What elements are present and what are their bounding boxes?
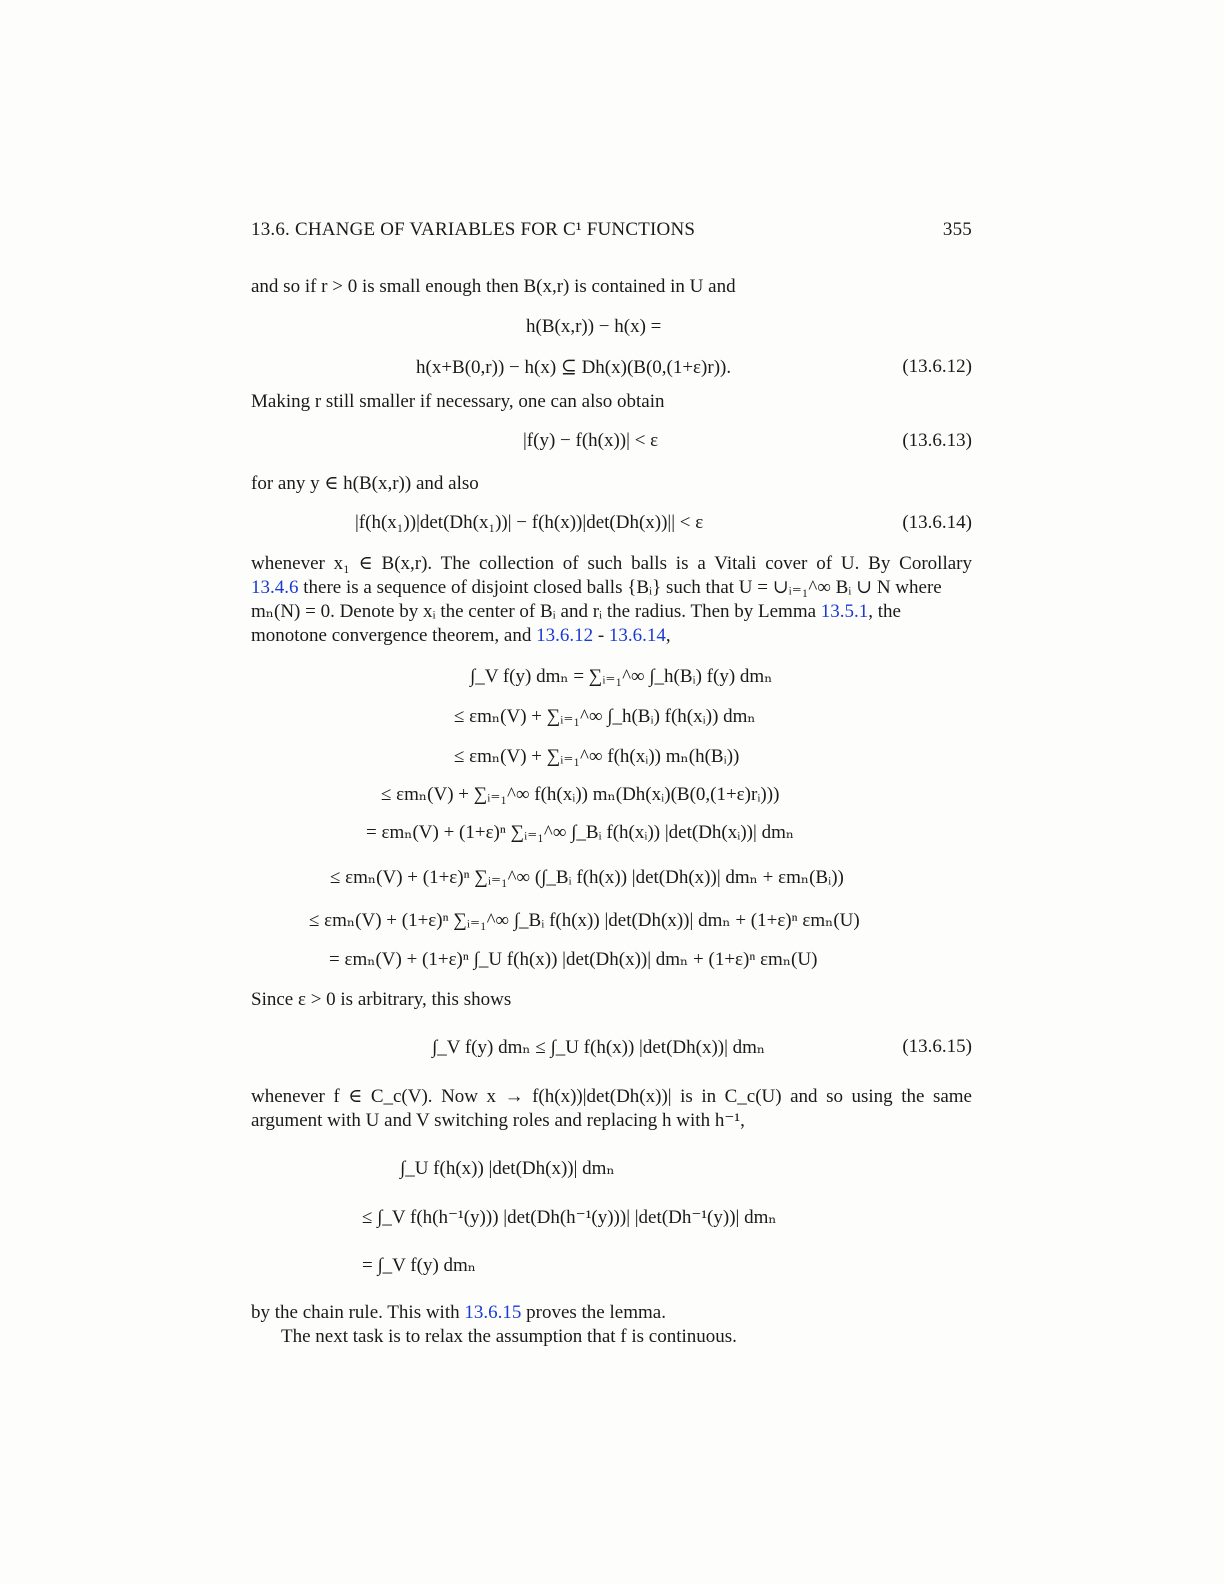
equation-number-13-6-12: (13.6.12) — [902, 356, 972, 377]
chain-line-3: ≤ εmₙ(V) + ∑ᵢ₌₁^∞ f(h(xᵢ)) mₙ(h(Bᵢ)) — [454, 746, 740, 767]
paragraph-6-line-1: whenever f ∈ C_c(V). Now x → f(h(x))|det(Dh(x))| is in C_c(U) and so using the same — [251, 1086, 972, 1107]
paragraph-1: and so if r > 0 is small enough then B(x,r) is contained in U and — [251, 276, 736, 297]
paragraph-3: for any y ∈ h(B(x,r)) and also — [251, 473, 479, 494]
chain-line-2: ≤ εmₙ(V) + ∑ᵢ₌₁^∞ ∫_h(Bᵢ) f(h(xᵢ)) dmₙ — [454, 706, 756, 727]
equation-link-13-6-15[interactable]: 13.6.15 — [464, 1302, 522, 1323]
equation-number-13-6-13: (13.6.13) — [902, 430, 972, 451]
paragraph-2: Making r still smaller if necessary, one can also obtain — [251, 391, 665, 412]
equation-13-6-14: |f(h(x₁))|det(Dh(x₁))| − f(h(x))|det(Dh(x))|| < ε — [355, 512, 704, 533]
corollary-link[interactable]: 13.4.6 — [251, 577, 299, 598]
chain-line-5: = εmₙ(V) + (1+ε)ⁿ ∑ᵢ₌₁^∞ ∫_Bᵢ f(h(xᵢ)) |det(Dh(xᵢ))| dmₙ — [366, 822, 795, 843]
paragraph-7: by the chain rule. This with 13.6.15 proves the lemma. — [251, 1302, 666, 1323]
paragraph-5: Since ε > 0 is arbitrary, this shows — [251, 989, 512, 1010]
paragraph-6-line-2: argument with U and V switching roles and replacing h with h⁻¹, — [251, 1110, 745, 1131]
chain-line-1: ∫_V f(y) dmₙ = ∑ᵢ₌₁^∞ ∫_h(Bᵢ) f(y) dmₙ — [470, 666, 773, 687]
final-line-2: ≤ ∫_V f(h(h⁻¹(y))) |det(Dh(h⁻¹(y)))| |det(Dh⁻¹(y))| dmₙ — [362, 1207, 777, 1228]
final-line-1: ∫_U f(h(x)) |det(Dh(x))| dmₙ — [400, 1158, 615, 1179]
equation-link-13-6-12[interactable]: 13.6.12 — [536, 625, 594, 646]
running-header — [251, 219, 972, 241]
paragraph-4-line-4: monotone convergence theorem, and 13.6.12 - 13.6.14, — [251, 625, 671, 646]
paragraph-4-line-3: mₙ(N) = 0. Denote by xᵢ the center of Bᵢ and rᵢ the radius. Then by Lemma 13.5.1, the — [251, 601, 901, 622]
equation-13-6-15: ∫_V f(y) dmₙ ≤ ∫_U f(h(x)) |det(Dh(x))| dmₙ — [432, 1037, 766, 1058]
equation-number-13-6-15: (13.6.15) — [902, 1036, 972, 1057]
equation-13-6-13: |f(y) − f(h(x))| < ε — [523, 430, 659, 451]
equation-number-13-6-14: (13.6.14) — [902, 512, 972, 533]
chain-line-4: ≤ εmₙ(V) + ∑ᵢ₌₁^∞ f(h(xᵢ)) mₙ(Dh(xᵢ)(B(0,(1+ε)rᵢ))) — [381, 784, 780, 805]
equation-13-6-12-line-1: h(B(x,r)) − h(x) = — [526, 316, 662, 337]
paragraph-8: The next task is to relax the assumption that f is continuous. — [281, 1326, 737, 1347]
page-number: 355 — [942, 219, 972, 240]
chain-line-6: ≤ εmₙ(V) + (1+ε)ⁿ ∑ᵢ₌₁^∞ (∫_Bᵢ f(h(x)) |det(Dh(x))| dmₙ + εmₙ(Bᵢ)) — [330, 867, 844, 888]
paragraph-4-line-2: 13.4.6 there is a sequence of disjoint closed balls {Bᵢ} such that U = ∪ᵢ₌₁^∞ Bᵢ ∪ N where — [251, 577, 942, 598]
final-line-3: = ∫_V f(y) dmₙ — [362, 1255, 477, 1276]
lemma-link[interactable]: 13.5.1 — [820, 601, 869, 622]
chain-line-8: = εmₙ(V) + (1+ε)ⁿ ∫_U f(h(x)) |det(Dh(x))| dmₙ + (1+ε)ⁿ εmₙ(U) — [329, 949, 818, 970]
equation-link-13-6-14[interactable]: 13.6.14 — [608, 625, 666, 646]
section-title: 13.6. CHANGE OF VARIABLES FOR C¹ FUNCTIONS — [251, 219, 696, 240]
paragraph-4-line-1: whenever x₁ ∈ B(x,r). The collection of such balls is a Vitali cover of U. By Corollary — [251, 553, 972, 574]
chain-line-7: ≤ εmₙ(V) + (1+ε)ⁿ ∑ᵢ₌₁^∞ ∫_Bᵢ f(h(x)) |det(Dh(x))| dmₙ + (1+ε)ⁿ εmₙ(U) — [309, 910, 860, 931]
equation-13-6-12-line-2: h(x+B(0,r)) − h(x) ⊆ Dh(x)(B(0,(1+ε)r)). — [416, 357, 732, 378]
